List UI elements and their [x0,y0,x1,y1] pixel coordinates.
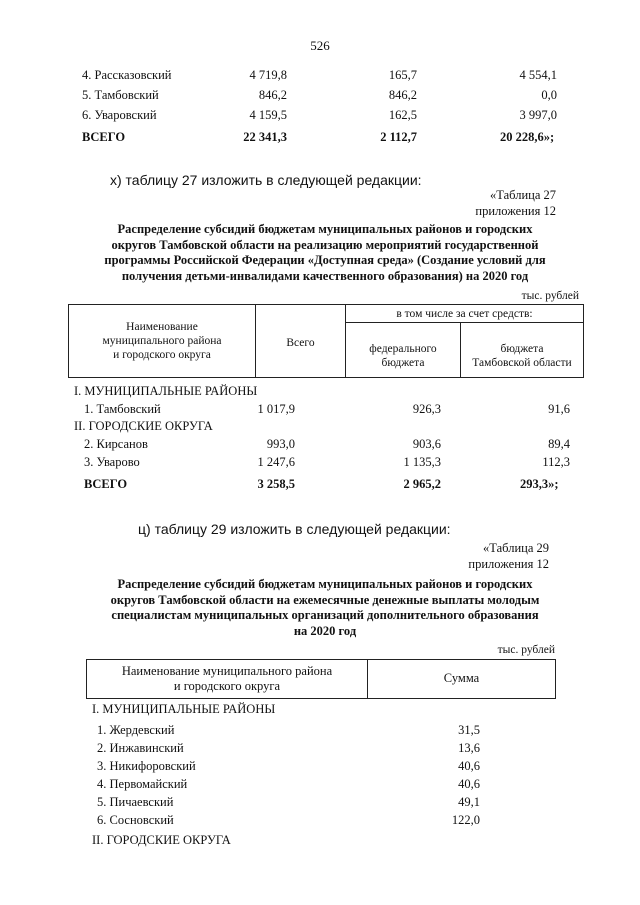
total-total: 3 258,5 [257,477,295,491]
row-name: 5. Пичаевский [97,795,174,809]
header-name: Наименование муниципального района и городского округа [121,664,333,693]
table-row [0,795,640,813]
units-x: тыс. рублей [521,290,579,302]
row-name: 3. Уварово [84,455,140,469]
caption-line2-ts: приложения 12 [468,557,549,571]
row-name: 2. Инжавинский [97,741,184,755]
row-name: 1. Жердевский [97,723,175,737]
table-row [0,777,640,795]
table-row [0,437,640,455]
instruction-x: х) таблицу 27 изложить в следующей редакции: [110,172,422,188]
row-name: 4. Первомайский [97,777,188,791]
row-name: 2. Кирсанов [84,437,148,451]
row-federal: 165,7 [388,68,417,82]
row-federal: 903,6 [412,437,441,451]
row-sum: 49,1 [458,795,480,809]
title-line: на 2020 год [293,623,357,638]
title-line: Распределение субсидий бюджетам муниципальных районов и городских [117,577,533,591]
page-number: 526 [310,38,330,53]
title-line: Распределение субсидий бюджетам муниципальных районов и городских [117,222,533,236]
row-total: 846,2 [258,88,287,102]
row-name: 6. Уваровский [82,108,157,122]
row-regional: 89,4 [548,437,570,451]
table-title-ts [95,577,555,639]
row-regional: 91,6 [548,402,570,416]
header-sum: Сумма [443,671,480,685]
row-name: 4. Рассказовский [82,68,172,82]
section-label: I. МУНИЦИПАЛЬНЫЕ РАЙОНЫ [92,702,276,716]
section-row [0,419,640,437]
row-federal: 162,5 [388,108,417,122]
table-row [0,68,640,86]
row-sum: 40,6 [458,777,480,791]
header-name: Наименование муниципального района и городского округа [102,321,222,361]
row-federal: 846,2 [388,88,417,102]
row-regional: 112,3 [542,455,570,469]
units-ts: тыс. рублей [497,644,555,656]
section-label: II. ГОРОДСКИЕ ОКРУГА [92,833,231,847]
caption-line1-x: «Таблица 27 [490,188,556,202]
caption-line2-x: приложения 12 [475,204,556,218]
table-row [0,88,640,106]
table-row [0,741,640,759]
table-row [0,723,640,741]
header-total: Всего [286,337,315,349]
caption-line1-ts: «Таблица 29 [483,541,549,555]
section-label: II. ГОРОДСКИЕ ОКРУГА [74,419,213,433]
total-federal: 2 965,2 [403,477,441,491]
instruction-ts: ц) таблицу 29 изложить в следующей редакции: [138,521,451,537]
table-row [0,759,640,777]
title-line: программы Российской Федерации «Доступная среда» (Создание условий для [104,253,546,267]
row-name: 5. Тамбовский [82,88,159,102]
total-federal: 2 112,7 [380,130,417,144]
table-row [0,402,640,420]
row-total: 1 017,9 [257,402,295,416]
row-federal: 1 135,3 [403,455,441,469]
section-row [0,833,640,851]
table-row [0,813,640,831]
title-line: специалистам муниципальных организаций дополнительного образования [111,608,539,622]
row-total: 4 719,8 [249,68,287,82]
row-regional: 3 997,0 [519,108,557,122]
section-row [0,384,640,402]
table-title-x [95,222,555,284]
total-regional: 293,3»; [520,477,559,491]
header-regional: бюджета Тамбовской области [472,343,572,369]
total-regional: 20 228,6»; [500,130,555,144]
row-regional: 4 554,1 [519,68,557,82]
header-federal: федерального бюджета [369,343,437,369]
row-name: 3. Никифоровский [97,759,196,773]
total-row [0,477,640,495]
title-line: округов Тамбовской области на реализацию мероприятий государственной [111,237,539,252]
header-including: в том числе за счет средств: [396,308,533,320]
row-sum: 40,6 [458,759,480,773]
row-total: 4 159,5 [249,108,287,122]
row-total: 1 247,6 [257,455,295,469]
total-total: 22 341,3 [243,130,287,144]
section-row [0,702,640,720]
table-row [0,455,640,473]
row-name: 6. Сосновский [97,813,174,827]
total-row [0,130,640,148]
table-row [0,108,640,126]
title-line: получения детьми-инвалидами качественного образования) на 2020 год [121,268,529,283]
total-label: ВСЕГО [84,477,128,491]
row-federal: 926,3 [412,402,441,416]
row-total: 993,0 [266,437,295,451]
row-name: 1. Тамбовский [84,402,161,416]
total-label: ВСЕГО [82,130,126,144]
row-sum: 13,6 [458,741,480,755]
row-sum: 122,0 [451,813,480,827]
row-regional: 0,0 [541,88,557,102]
section-label: I. МУНИЦИПАЛЬНЫЕ РАЙОНЫ [74,384,258,398]
title-line: округов Тамбовской области на ежемесячные денежные выплаты молодым [110,592,540,607]
row-sum: 31,5 [458,723,480,737]
